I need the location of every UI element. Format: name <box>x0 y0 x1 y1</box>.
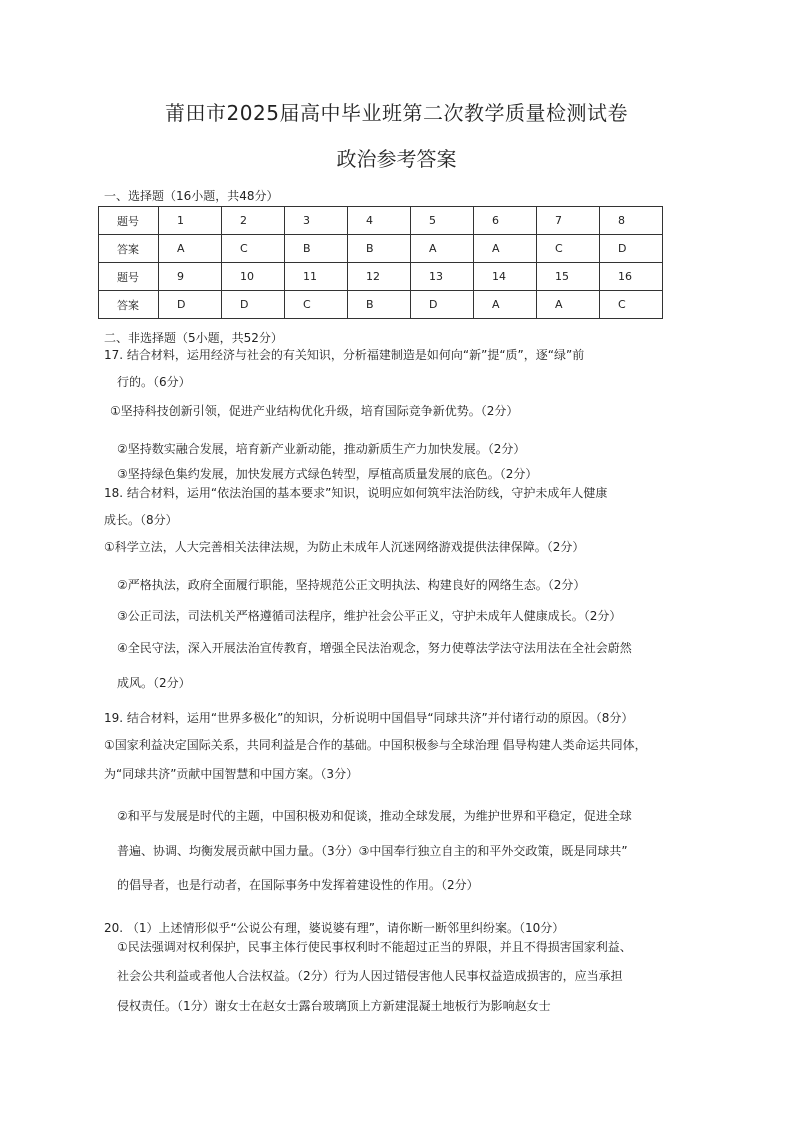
q19-answer-1: ①国家利益决定国际关系，共同利益是合作的基础。中国积极参与全球治理 倡导构建人类命运共同体， <box>104 738 647 752</box>
table-cell: A <box>537 291 600 319</box>
table-cell: B <box>348 235 411 263</box>
table-row <box>99 291 663 319</box>
q19-answer-1-cont: 为“同球共济”贡献中国智慧和中国方案。（3分） <box>104 767 359 781</box>
q17-answer-1: ①坚持科技创新引领，促进产业结构优化升级，培育国际竞争新优势。（2分） <box>110 404 519 418</box>
table-cell: 9 <box>159 263 222 291</box>
q18-answer-1: ①科学立法，人大完善相关法律法规，为防止未成年人沉迷网络游戏提供法律保障。（2分） <box>104 540 585 554</box>
table-cell: A <box>411 235 474 263</box>
q18-stem-cont: 成长。（8分） <box>104 513 178 527</box>
q18-answer-4: ④全民守法，深入开展法治宣传教育，增强全民法治观念，努力使尊法学法守法用法在全社会蔚然 <box>117 641 632 655</box>
table-cell: A <box>474 291 537 319</box>
table-cell: 10 <box>222 263 285 291</box>
table-cell: A <box>474 235 537 263</box>
q17-answer-3: ③坚持绿色集约发展，加快发展方式绿色转型，厚植高质量发展的底色。（2分） <box>117 467 538 481</box>
table-cell: C <box>537 235 600 263</box>
q19-answer-2-cont2: 的倡导者，也是行动者，在国际事务中发挥着建设性的作用。（2分） <box>117 878 479 892</box>
table-cell: C <box>285 291 348 319</box>
table-cell: 7 <box>537 207 600 235</box>
table-cell: B <box>285 235 348 263</box>
table-cell: 16 <box>600 263 663 291</box>
q19-answer-2: ②和平与发展是时代的主题，中国积极劝和促谈，推动全球发展，为维护世界和平稳定，促进全球 <box>117 809 632 823</box>
q20-answer-1: ①民法强调对权利保护，民事主体行使民事权利时不能超过正当的界限，并且不得损害国家利益、 <box>117 940 632 954</box>
q17-stem: 17. 结合材料，运用经济与社会的有关知识，分析福建制造是如何向“新”提“质”，逐“绿”前 <box>104 348 585 362</box>
q20-answer-1-cont: 社会公共利益或者他人合法权益。（2分）行为人因过错侵害他人民事权益造成损害的，应当承担 <box>117 969 623 983</box>
table-cell: 15 <box>537 263 600 291</box>
table-row <box>99 263 663 291</box>
table-cell: 4 <box>348 207 411 235</box>
q18-answer-3: ③公正司法，司法机关严格遵循司法程序，维护社会公平正义，守护未成年人健康成长。（2分） <box>117 609 622 623</box>
q20-answer-1-cont2: 侵权责任。（1分）谢女士在赵女士露台玻璃顶上方新建混凝土地板行为影响赵女士 <box>117 999 551 1013</box>
section-1-heading: 一、选择题（16小题，共48分） <box>104 189 279 203</box>
table-row-header: 答案 <box>99 235 159 263</box>
table-row-header: 答案 <box>99 291 159 319</box>
document-title: 莆田市2025届高中毕业班第二次教学质量检测试卷 <box>165 101 628 125</box>
table-cell: 5 <box>411 207 474 235</box>
table-cell: 11 <box>285 263 348 291</box>
q18-answer-2: ②严格执法，政府全面履行职能，坚持规范公正文明执法、构建良好的网络生态。（2分） <box>117 578 586 592</box>
table-cell: 2 <box>222 207 285 235</box>
table-cell: 1 <box>159 207 222 235</box>
table-cell: D <box>411 291 474 319</box>
table-row <box>99 235 663 263</box>
q18-answer-4-cont: 成风。（2分） <box>117 676 191 690</box>
table-cell: D <box>159 291 222 319</box>
answer-table <box>98 206 663 319</box>
q18-stem: 18. 结合材料，运用“依法治国的基本要求”知识，说明应如何筑牢法治防线，守护未成年人健康 <box>104 486 608 500</box>
table-cell: C <box>222 235 285 263</box>
table-cell: 8 <box>600 207 663 235</box>
table-cell: C <box>600 291 663 319</box>
table-cell: 6 <box>474 207 537 235</box>
table-cell: D <box>600 235 663 263</box>
table-row-header: 题号 <box>99 207 159 235</box>
table-cell: B <box>348 291 411 319</box>
table-cell: 13 <box>411 263 474 291</box>
table-row-header: 题号 <box>99 263 159 291</box>
table-cell: 14 <box>474 263 537 291</box>
table-cell: A <box>159 235 222 263</box>
table-cell: D <box>222 291 285 319</box>
q17-stem-cont: 行的。（6分） <box>117 375 191 389</box>
table-cell: 12 <box>348 263 411 291</box>
q19-stem: 19. 结合材料，运用“世界多极化”的知识，分析说明中国倡导“同球共济”并付诸行动的原因。（8分） <box>104 711 634 725</box>
q20-stem: 20. （1）上述情形似乎“公说公有理，婆说婆有理”，请你断一断邻里纠纷案。（10分） <box>104 921 565 935</box>
section-2-heading: 二、非选择题（5小题，共52分） <box>104 331 283 345</box>
q17-answer-2: ②坚持数实融合发展，培育新产业新动能，推动新质生产力加快发展。（2分） <box>117 442 526 456</box>
document-subtitle: 政治参考答案 <box>336 147 457 171</box>
q19-answer-2-cont: 普遍、协调、均衡发展贡献中国力量。（3分）③中国奉行独立自主的和平外交政策，既是同球共” <box>117 844 628 858</box>
table-row <box>99 207 663 235</box>
table-cell: 3 <box>285 207 348 235</box>
